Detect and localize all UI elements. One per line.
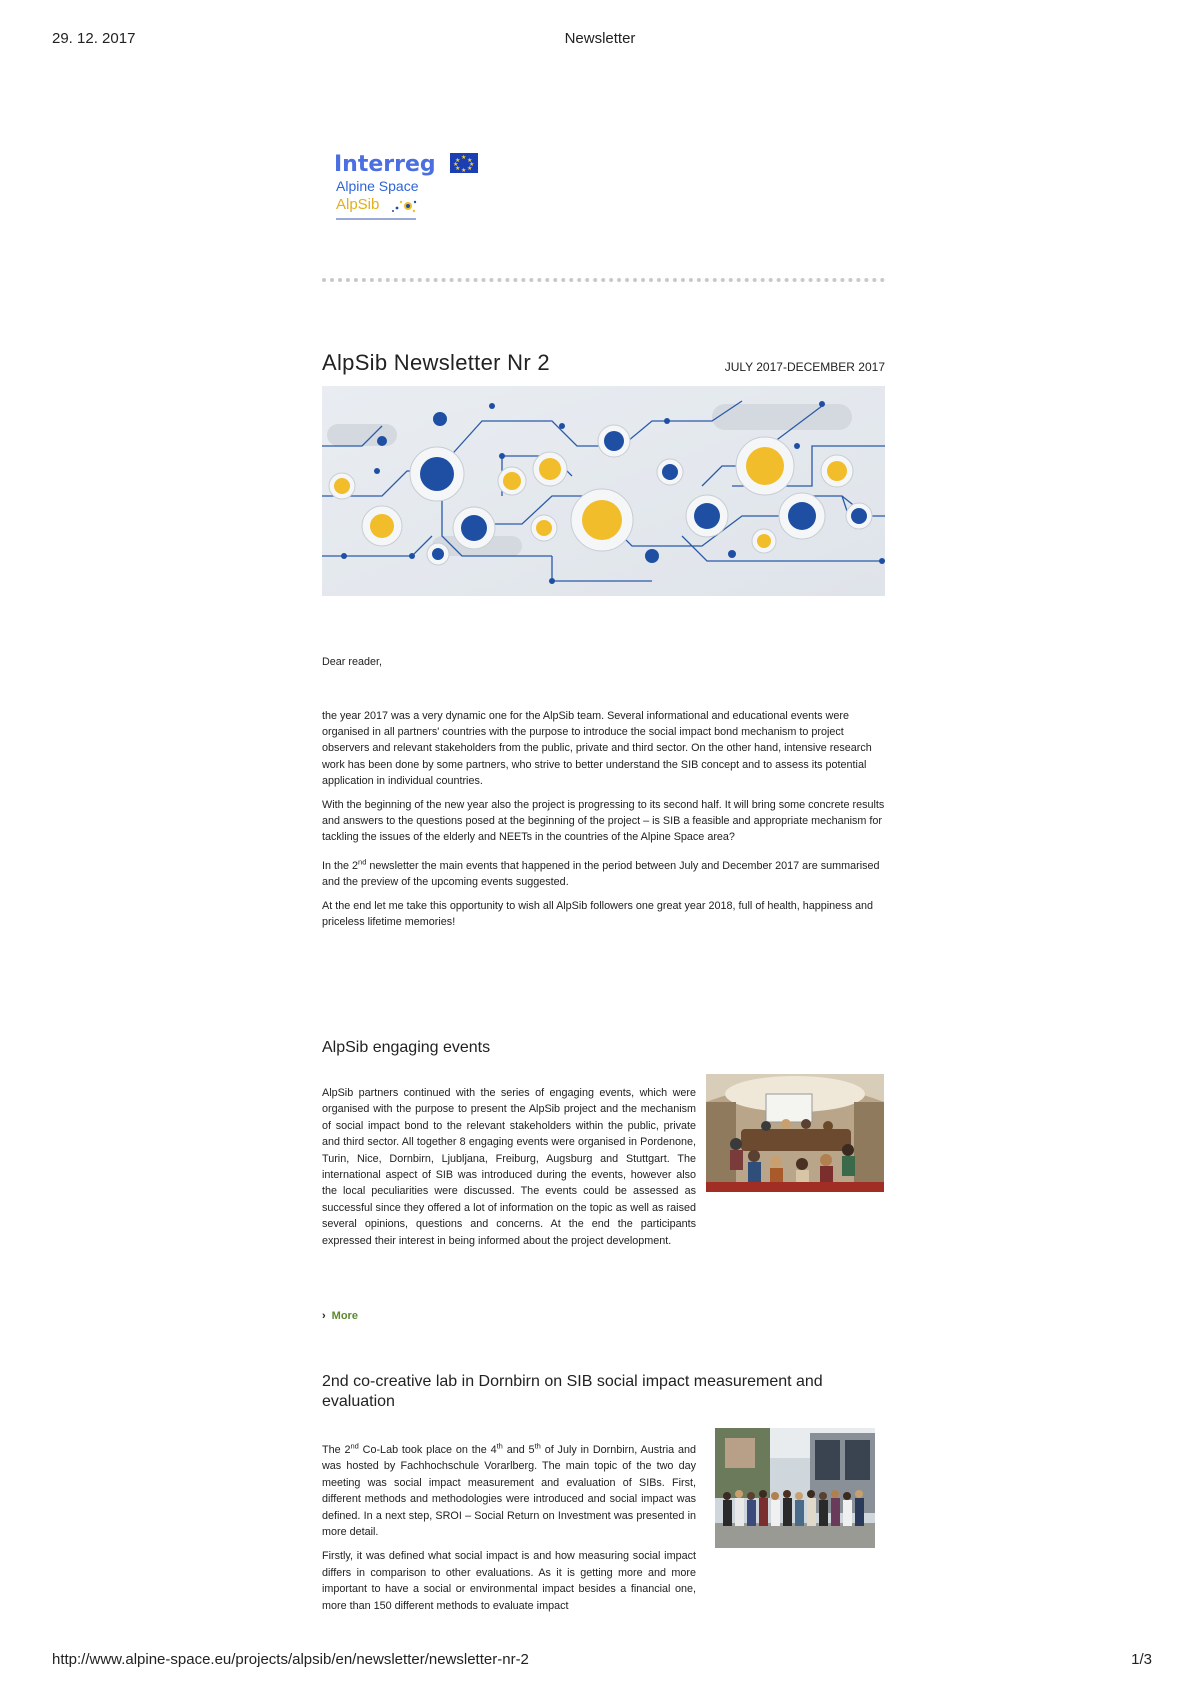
eu-flag-icon: ★ ★ ★ ★ ★ ★ ★ ★ xyxy=(450,153,478,173)
s2-p1-d: of July in Dornbirn, Austria and was hosted by Fachhochschule Vorarlberg. The main topic of the two day meeting was social impact measurement and evaluation of SIBs. First, different methods and methodologies were introduced and social impact was defined. In a next step, SROI – Social Return on Investment was presented in more detail. xyxy=(322,1444,696,1539)
intro-paragraph-1: the year 2017 was a very dynamic one for the AlpSib team. Several informational and educational events were organised in all partners' countries with the purpose to introduce the social impact bond mechanism to project observers and relevant stakeholders from the public, private and third sector. On the other hand, intensive research work has been done by some partners, who strive to better understand the SIB concept and to assess its potential application in individual countries. xyxy=(322,710,872,787)
more-link-label: More xyxy=(331,1310,358,1322)
more-link[interactable] xyxy=(322,1310,358,1322)
network-banner-image xyxy=(322,386,885,596)
greeting: Dear reader, xyxy=(322,656,383,668)
newsletter-period: JULY 2017-DECEMBER 2017 xyxy=(724,360,885,374)
section2-text xyxy=(322,1442,696,1622)
section2-paragraph-1 xyxy=(322,1442,696,1540)
interreg-alpsib-logo[interactable] xyxy=(330,148,490,228)
section-heading-colab-dornbirn: 2nd co-creative lab in Dornbirn on SIB social impact measurement and evaluation xyxy=(322,1373,823,1410)
logo-tagline-line xyxy=(336,218,416,220)
intro-paragraph-3 xyxy=(322,858,885,890)
intro-paragraph-2: With the beginning of the new year also the project is progressing to its second half. It will bring some concrete results and answers to the questions posed at the beginning of the project – is SIB a feasible and appropriate mechanism for tackling the issues of the elderly and NEETs in the countries of the Alpine Space area? xyxy=(322,799,885,844)
print-title: Newsletter xyxy=(564,30,636,47)
s2-p1-sup1: nd xyxy=(350,1441,359,1451)
newsletter-title: AlpSib Newsletter Nr 2 xyxy=(322,350,550,375)
print-url: http://www.alpine-space.eu/projects/alpsib/en/newsletter/newsletter-nr-2 xyxy=(52,1651,529,1668)
s2-p1-a: The 2 xyxy=(322,1444,351,1456)
colab-group-photo xyxy=(715,1428,875,1548)
print-page-number: 1/3 xyxy=(1131,1651,1152,1668)
section2-paragraph-2: Firstly, it was defined what social impact is and how measuring social impact differs in comparison to other evaluations. As it is getting more and more important to have a social or environmental impact besides a financial one, more than 150 different methods to evaluate impact xyxy=(322,1550,696,1612)
logo-sparkle-icon xyxy=(390,198,418,214)
logo-alpine-space-text: Alpine Space xyxy=(336,178,419,194)
s2-p1-sup3: th xyxy=(534,1441,541,1451)
chevron-right-icon: › xyxy=(322,1310,326,1322)
s2-p1-sup2: th xyxy=(496,1441,503,1451)
s2-p1-b: Co-Lab took place on the 4 xyxy=(358,1444,497,1456)
logo-alpsib-text: AlpSib xyxy=(336,196,380,213)
intro-paragraph-4: At the end let me take this opportunity to wish all AlpSib followers one great year 2018, full of health, happiness and priceless lifetime memories! xyxy=(322,900,873,929)
dotted-divider xyxy=(322,278,885,282)
s2-p1-c: and 5 xyxy=(502,1444,535,1456)
print-date: 29. 12. 2017 xyxy=(52,30,136,47)
intro-text xyxy=(322,708,885,938)
section1-paragraph: AlpSib partners continued with the series of engaging events, which were organised with the purpose to present the AlpSib project and the mechanism of social impact bond to the relevant stakeholders within the public, private and third sector. All together 8 engaging events were organised in Pordenone, Turin, Nice, Dornbirn, Ljubljana, Freiburg, Augsburg and Stuttgart. The international aspect of SIB was introduced during the events, however also the local peculiarities were discussed. The events could be assessed as successful since they offered a lot of information on the topic as well as raised several opinions, questions and concerns. At the end the participants expressed their interest in being informed about the project development. xyxy=(322,1087,696,1247)
intro-p3-pre: In the 2 xyxy=(322,859,359,872)
logo-interreg-text: Interreg xyxy=(334,152,436,177)
intro-p3-post: newsletter the main events that happened in the period between July and December 2017 are summarised and the preview of the upcoming events suggested. xyxy=(322,859,880,888)
section-heading-engaging-events: AlpSib engaging events xyxy=(322,1039,491,1056)
intro-p3-sup: nd xyxy=(358,857,367,867)
engaging-event-photo xyxy=(706,1074,884,1192)
section1-text xyxy=(322,1085,696,1257)
